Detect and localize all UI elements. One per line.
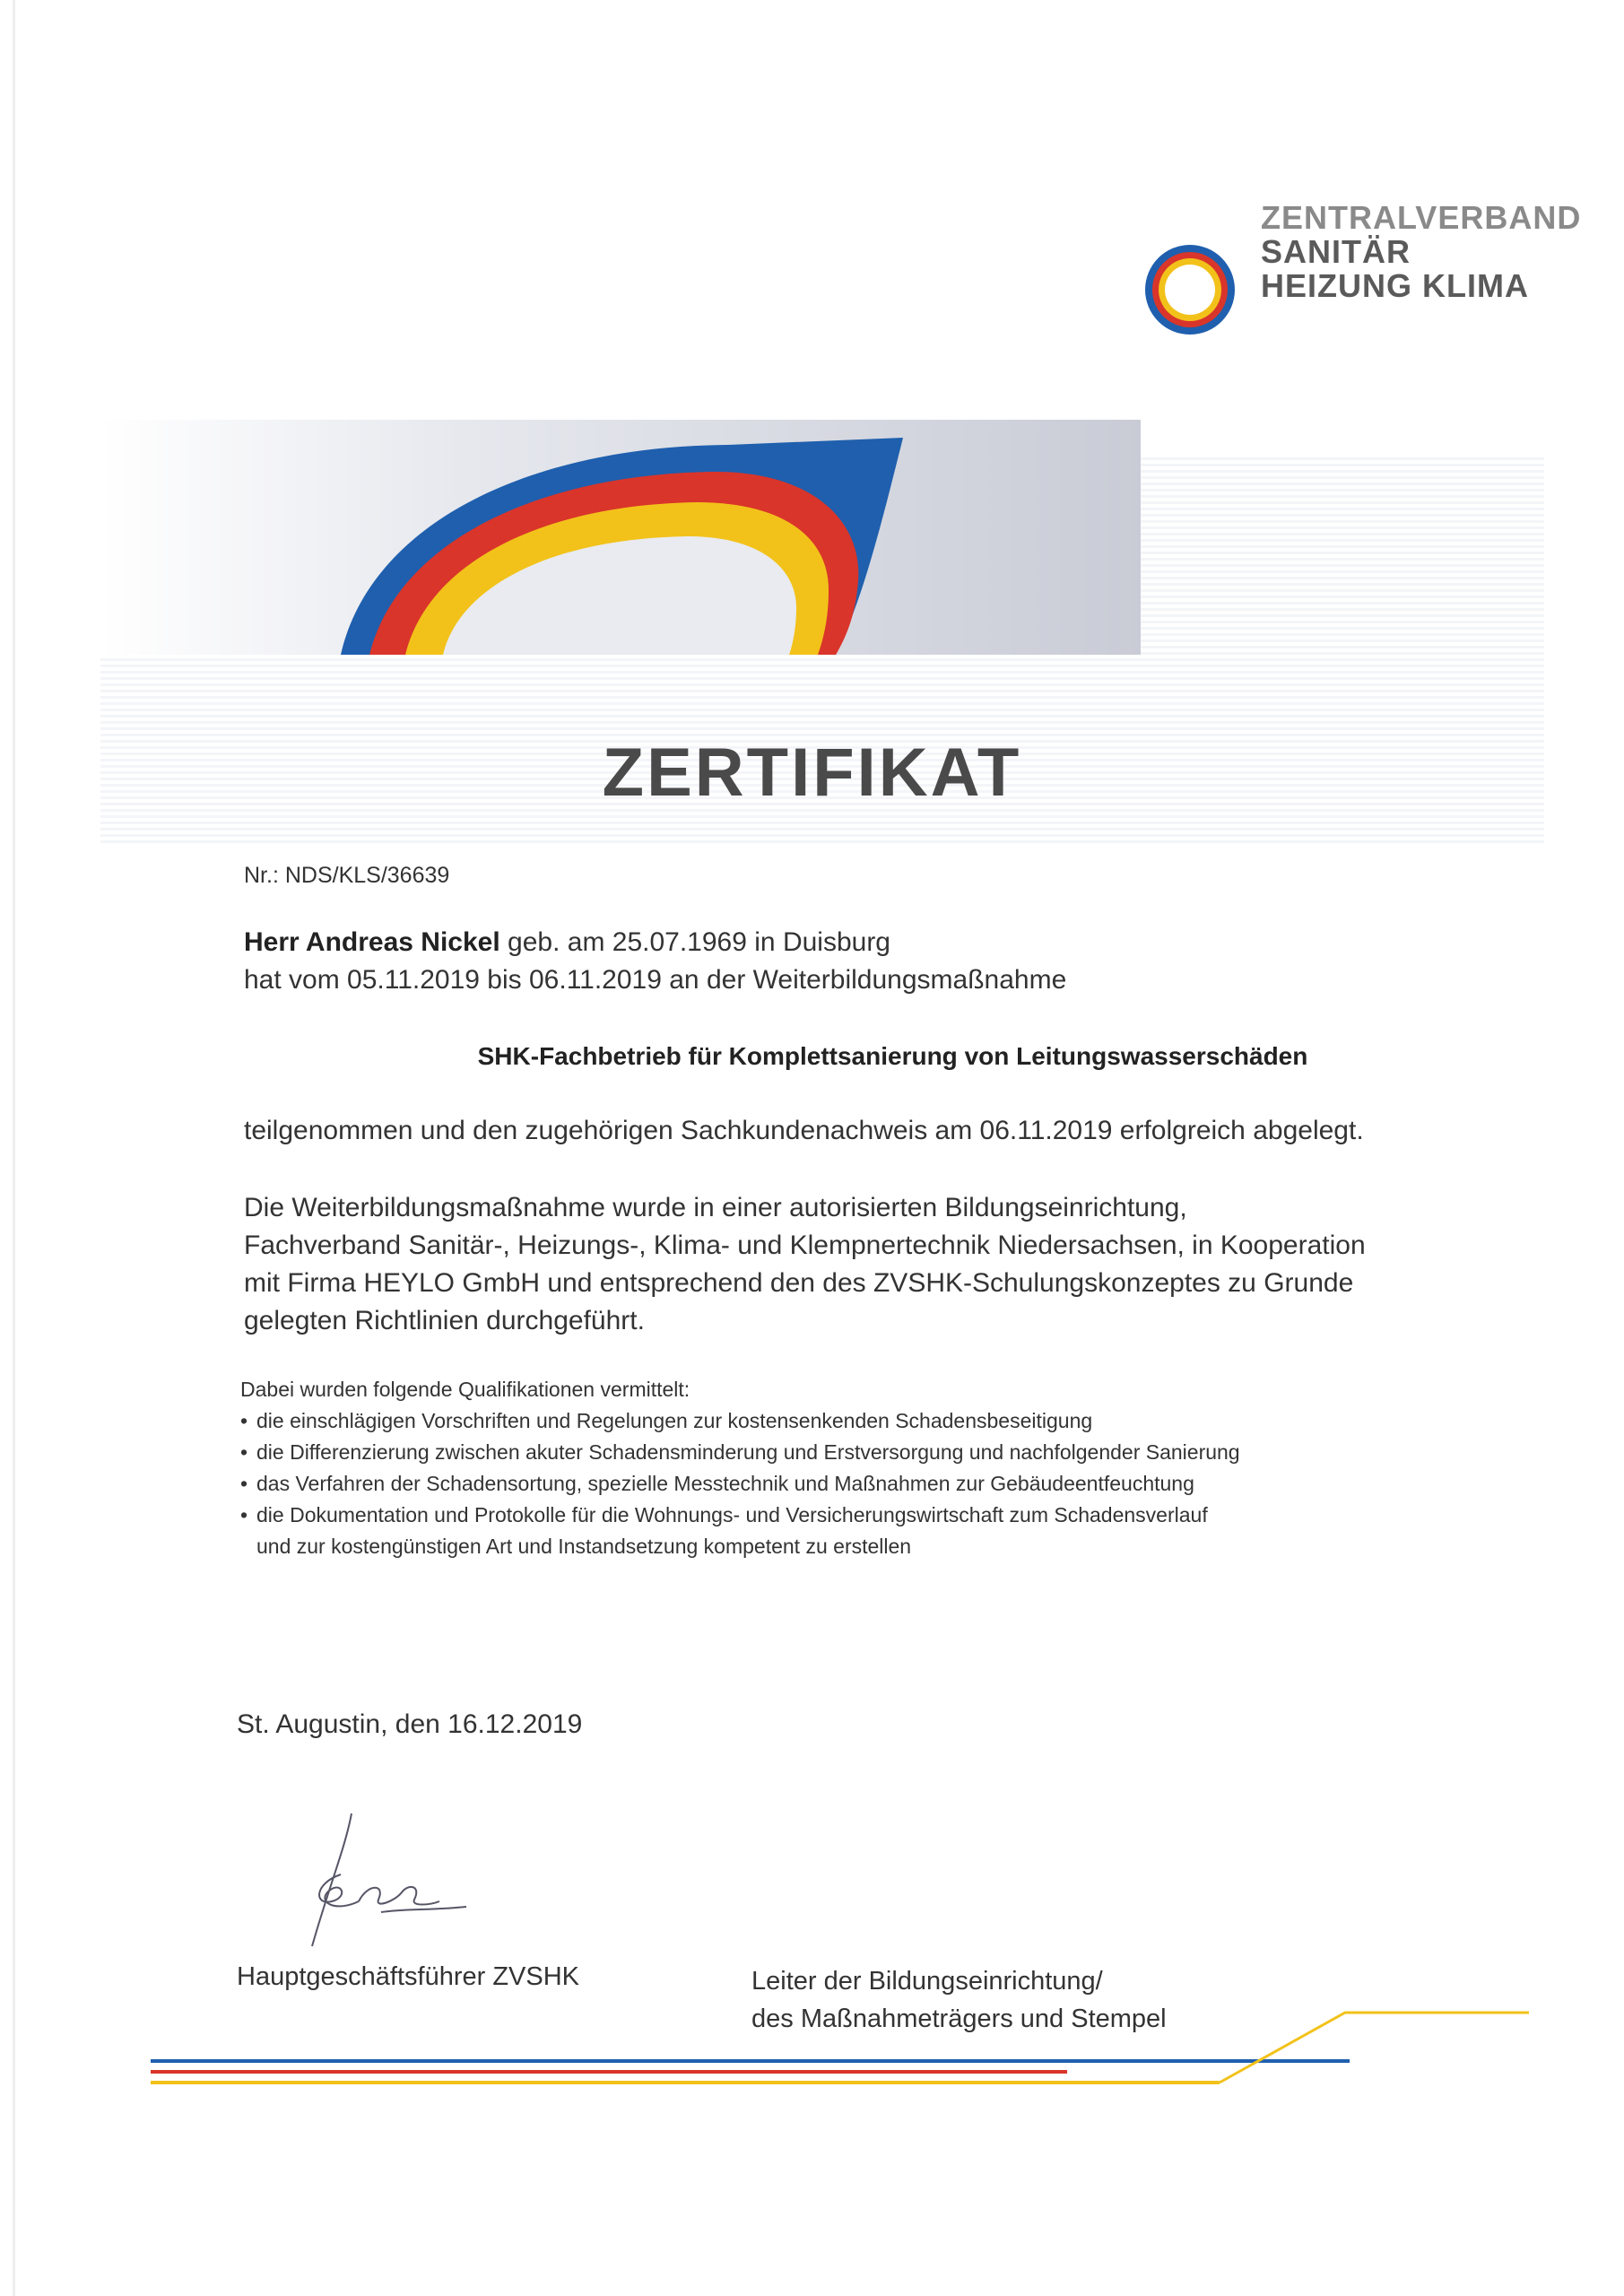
qualifications-intro: Dabei wurden folgende Qualifikationen vermittelt: — [240, 1378, 690, 1401]
logo-wordmark — [1261, 201, 1581, 303]
logo-line-2: SANITÄR — [1261, 233, 1411, 270]
list-item: • die Dokumentation und Protokolle für die Wohnungs- und Versicherungswirtschaft zum Schadensverlauf — [240, 1500, 1240, 1531]
certificate-number: Nr.: NDS/KLS/36639 — [244, 863, 450, 888]
person-line — [244, 924, 890, 961]
qualifications-list — [240, 1405, 1240, 1531]
signature-label-left: Hauptgeschäftsführer ZVSHK — [237, 1962, 580, 1991]
completion-line: teilgenommen und den zugehörigen Sachkundenachweis am 06.11.2019 erfolgreich abgelegt. — [244, 1116, 1364, 1145]
paragraph-line: gelegten Richtlinien durchgeführt. — [244, 1306, 645, 1335]
handwritten-signature — [296, 1812, 493, 1955]
logo-line-3: HEIZUNG KLIMA — [1261, 267, 1529, 304]
signature-label-right-line2: des Maßnahmeträgers und Stempel — [751, 2005, 1167, 2033]
paragraph-line: Fachverband Sanitär-, Heizungs-, Klima- und Klempnertechnik Niedersachsen, in Kooperation — [244, 1231, 1366, 1260]
zvshk-logo-icon — [1141, 240, 1239, 339]
qualifications-block — [240, 1374, 1240, 1562]
paragraph-line: Die Weiterbildungsmaßnahme wurde in einer autorisierten Bildungseinrichtung, — [244, 1193, 1187, 1222]
footer-lines — [143, 2000, 1542, 2108]
paragraph-line: mit Firma HEYLO GmbH und entsprechend den des ZVSHK-Schulungskonzeptes zu Grunde — [244, 1268, 1354, 1298]
place-and-date: St. Augustin, den 16.12.2019 — [237, 1709, 583, 1739]
logo-line-1: ZENTRALVERBAND — [1261, 199, 1582, 236]
paper-edge — [13, 0, 15, 2296]
person-birth: geb. am 25.07.1969 in Duisburg — [499, 927, 890, 957]
banner-graphic — [100, 420, 1141, 655]
document-title: ZERTIFIKAT — [602, 735, 1022, 811]
qualifications-continuation: und zur kostengünstigen Art und Instandsetzung kompetent zu erstellen — [256, 1535, 912, 1558]
list-item: • das Verfahren der Schadensortung, spezielle Messtechnik und Maßnahmen zur Gebäudeentfeuchtung — [240, 1468, 1240, 1500]
course-title: SHK-Fachbetrieb für Komplettsanierung von Leitungswasserschäden — [477, 1042, 1308, 1070]
signature-label-right-line1: Leiter der Bildungseinrichtung/ — [751, 1967, 1103, 1996]
person-name: Herr Andreas Nickel — [244, 927, 500, 957]
participation-line: hat vom 05.11.2019 bis 06.11.2019 an der Weiterbildungsmaßnahme — [244, 965, 1067, 995]
list-item: • die Differenzierung zwischen akuter Schadensminderung und Erstversorgung und nachfolgender Sanierung — [240, 1437, 1240, 1468]
list-item: • die einschlägigen Vorschriften und Regelungen zur kostensenkenden Schadensbeseitigung — [240, 1405, 1240, 1437]
description-paragraph — [244, 1189, 1366, 1340]
